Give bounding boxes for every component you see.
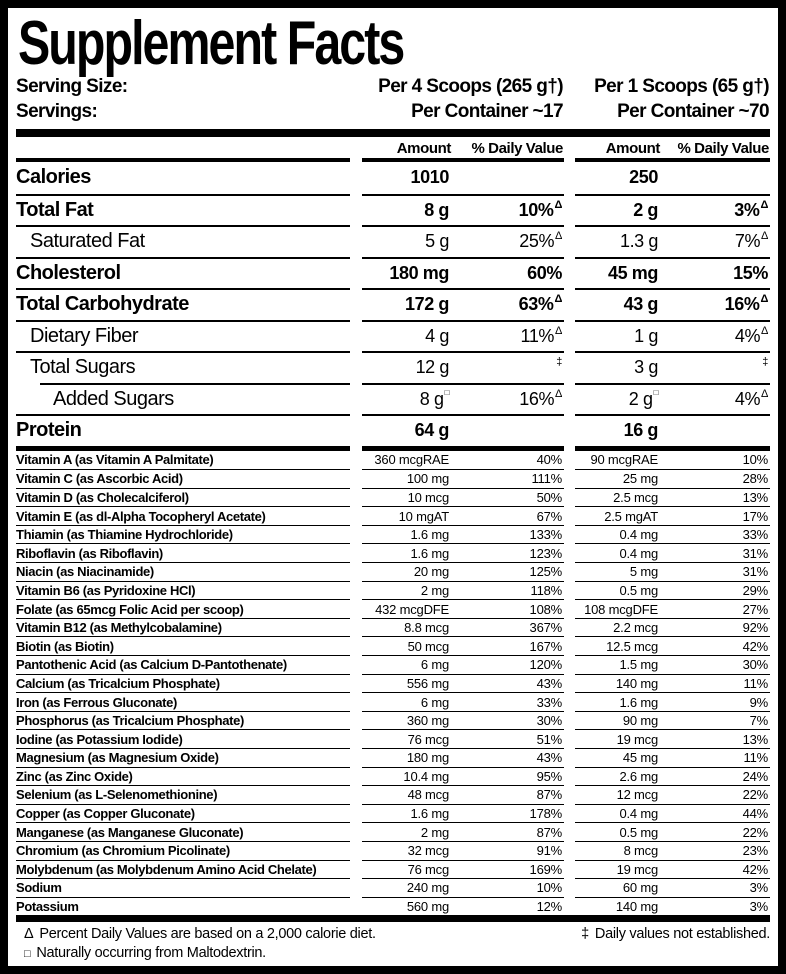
amount-col2: 0.4 mg <box>575 543 664 562</box>
amount-col2: 90 mcgRAE <box>590 452 658 468</box>
daily-value-symbol: Δ <box>761 324 768 337</box>
nutrient-name: Iodine (as Potassium Iodide) <box>16 729 350 748</box>
amount-col1: 32 mcg <box>362 841 455 860</box>
amount-col1: 8 g □ <box>362 383 455 415</box>
daily-value-col1: 51% <box>455 729 564 748</box>
row-saturated-fat <box>16 225 770 257</box>
amount-col1: 12 g <box>362 351 455 383</box>
daily-value-col2: 24% <box>664 767 770 786</box>
amount-col1: 48 mcg <box>362 785 455 804</box>
daily-value-col2: 4% Δ <box>664 320 770 352</box>
daily-value-symbol: Δ <box>554 198 562 211</box>
panel-title: Supplement Facts <box>18 9 404 78</box>
nutrient-name: Protein <box>16 414 350 446</box>
daily-value-col2: 44% <box>664 804 770 823</box>
nutrient-name: Selenium (as L-Selenomethionine) <box>16 785 350 804</box>
row-riboflavin-as-riboflavin <box>16 543 770 562</box>
row-vitamin-b6-as-pyridoxine-hcl <box>16 581 770 600</box>
daily-value-col2: 3% <box>664 897 770 916</box>
nutrient-name: Thiamin (as Thiamine Hydrochloride) <box>16 525 350 544</box>
square-symbol: □ <box>24 948 31 961</box>
daily-value-col1: 167% <box>455 636 564 655</box>
amount-col1: 100 mg <box>362 469 455 488</box>
daily-value-col2: 23% <box>664 841 770 860</box>
nutrient-name: Vitamin E (as dl-Alpha Tocopheryl Acetate) <box>16 506 350 525</box>
daily-value-col1 <box>455 351 564 383</box>
daily-value-col2: 13% <box>664 729 770 748</box>
amount-col1: 2 mg <box>362 822 455 841</box>
daily-value-col2: 7% <box>664 711 770 730</box>
daily-value-col1: 40% <box>536 452 562 468</box>
row-niacin-as-niacinamide <box>16 562 770 581</box>
daily-value-col2: 13% <box>664 488 770 507</box>
nutrient-name: Zinc (as Zinc Oxide) <box>16 767 350 786</box>
daily-value-header-col2: % Daily Value <box>677 140 769 157</box>
row-vitamin-c-as-ascorbic-acid <box>16 469 770 488</box>
amount-col2: 1.5 mg <box>575 655 664 674</box>
nutrient-name: Dietary Fiber <box>16 320 350 352</box>
nutrient-name: Total Fat <box>16 194 350 226</box>
daily-value-col2: 3% <box>664 878 770 897</box>
nutrient-name: Molybdenum (as Molybdenum Amino Acid Chelate) <box>16 860 350 879</box>
amount-col1: 10 mgAT <box>362 506 455 525</box>
nutrient-name: Vitamin A (as Vitamin A Palmitate) <box>16 452 214 468</box>
daily-value-symbol: Δ <box>555 387 562 400</box>
footer-thick-divider <box>16 915 770 922</box>
servings-col2: Per Container ~70 <box>617 100 769 122</box>
amount-col2: 19 mcg <box>575 860 664 879</box>
nutrient-name: Saturated Fat <box>16 225 350 257</box>
amount-col2: 12 mcg <box>575 785 664 804</box>
servings-row <box>16 99 770 124</box>
footnote-line-2 <box>24 944 770 964</box>
daily-value-col1: 120% <box>455 655 564 674</box>
amount-col2: 60 mg <box>575 878 664 897</box>
double-dagger-symbol: ‡ <box>581 926 589 943</box>
daily-value-symbol: Δ <box>761 387 768 400</box>
naturally-occurring-symbol: □ <box>653 388 658 398</box>
daily-value-col2: 17% <box>664 506 770 525</box>
nutrient-name: Vitamin D (as Cholecalciferol) <box>16 488 350 507</box>
row-calcium-as-tricalcium-phosphate <box>16 674 770 693</box>
row-magnesium-as-magnesium-oxide <box>16 748 770 767</box>
footnote-not-established: ‡ Daily values not established. <box>581 926 770 943</box>
amount-col1: 8.8 mcg <box>362 618 455 637</box>
daily-value-col2 <box>664 351 770 383</box>
daily-value-col2: 31% <box>664 562 770 581</box>
daily-value-col2: 3% Δ <box>664 194 770 226</box>
nutrient-name: Chromium (as Chromium Picolinate) <box>16 841 350 860</box>
amount-col2: 5 mg <box>575 562 664 581</box>
amount-col1: 76 mcg <box>362 860 455 879</box>
row-total-carbohydrate <box>16 288 770 320</box>
amount-col2: 2.6 mg <box>575 767 664 786</box>
servings-col1: Per Container ~17 <box>411 100 563 122</box>
daily-value-col1: 91% <box>455 841 564 860</box>
amount-col2: 1.3 g <box>575 225 664 257</box>
nutrient-name: Manganese (as Manganese Gluconate) <box>16 822 350 841</box>
daily-value-symbol: Δ <box>555 324 562 337</box>
amount-col1: 8 g <box>362 194 455 226</box>
amount-col2: 3 g <box>575 351 664 383</box>
daily-value-symbol: ‡ <box>762 356 768 369</box>
daily-value-col1: 33% <box>455 692 564 711</box>
amount-col1: 10.4 mg <box>362 767 455 786</box>
row-biotin-as-biotin <box>16 636 770 655</box>
daily-value-col1: 10% <box>455 878 564 897</box>
daily-value-col2: 9% <box>664 692 770 711</box>
amount-col2: 2 g <box>575 194 664 226</box>
column-headers-row <box>16 137 770 158</box>
row-iron-as-ferrous-gluconate <box>16 692 770 711</box>
nutrient-name: Calcium (as Tricalcium Phosphate) <box>16 674 350 693</box>
daily-value-col2: 29% <box>664 581 770 600</box>
daily-value-col1: 12% <box>455 897 564 916</box>
nutrient-name: Total Sugars <box>16 351 350 383</box>
daily-value-col1: 367% <box>455 618 564 637</box>
amount-col1: 5 g <box>362 225 455 257</box>
row-vitamin-b12-as-methylcobalamine <box>16 618 770 637</box>
row-cholesterol <box>16 257 770 289</box>
footnote-daily-values: Δ Percent Daily Values are based on a 2,000 calorie diet. <box>24 926 376 943</box>
daily-value-col1: 133% <box>455 525 564 544</box>
daily-value-symbol: Δ <box>761 230 768 243</box>
row-folate-as-65mcg-folic-acid-per-scoop <box>16 599 770 618</box>
row-vitamin-a-as-vitamin-a-palmitate <box>16 451 770 470</box>
amount-col1: 2 mg <box>362 581 455 600</box>
amount-col2: 2.5 mgAT <box>575 506 664 525</box>
nutrient-name: Calories <box>16 166 91 189</box>
amount-col2: 0.4 mg <box>575 804 664 823</box>
daily-value-col2: 11% <box>664 674 770 693</box>
nutrient-name: Sodium <box>16 878 350 897</box>
daily-value-col1: 87% <box>455 785 564 804</box>
row-manganese-as-manganese-gluconate <box>16 822 770 841</box>
amount-col2: 90 mg <box>575 711 664 730</box>
nutrient-name: Pantothenic Acid (as Calcium D-Pantothenate) <box>16 655 350 674</box>
amount-col2: 250 <box>629 167 658 188</box>
daily-value-col1 <box>455 162 564 194</box>
daily-value-col1: 25% Δ <box>455 225 564 257</box>
daily-value-col1: 87% <box>455 822 564 841</box>
nutrient-name: Iron (as Ferrous Gluconate) <box>16 692 350 711</box>
daily-value-col1: 125% <box>455 562 564 581</box>
daily-value-col1: 118% <box>455 581 564 600</box>
amount-col1: 432 mcgDFE <box>362 599 455 618</box>
row-pantothenic-acid-as-calcium-d-pantothenate <box>16 655 770 674</box>
amount-col1: 1.6 mg <box>362 525 455 544</box>
row-protein <box>16 414 770 446</box>
amount-col1: 180 mg <box>362 748 455 767</box>
row-zinc-as-zinc-oxide <box>16 767 770 786</box>
nutrient-name: Riboflavin (as Riboflavin) <box>16 543 350 562</box>
amount-col1: 4 g <box>362 320 455 352</box>
naturally-occurring-symbol: □ <box>444 388 449 398</box>
amount-col2: 43 g <box>575 288 664 320</box>
daily-value-col1: 63% Δ <box>455 288 564 320</box>
amount-col2: 0.4 mg <box>575 525 664 544</box>
daily-value-col2: 28% <box>664 469 770 488</box>
amount-col2: 2 g □ <box>575 383 664 415</box>
amount-col2: 45 mg <box>575 257 664 289</box>
amount-col2: 19 mcg <box>575 729 664 748</box>
row-selenium-as-l-selenomethionine <box>16 785 770 804</box>
amount-col1: 1.6 mg <box>362 543 455 562</box>
nutrient-name: Potassium <box>16 897 350 916</box>
nutrient-name: Cholesterol <box>16 257 350 289</box>
nutrient-name: Added Sugars <box>40 383 350 415</box>
amount-col1: 360 mcgRAE <box>374 452 449 468</box>
daily-value-header-col1: % Daily Value <box>471 140 563 157</box>
serving-size-col1: Per 4 Scoops (265 g†) <box>378 75 563 97</box>
daily-value-symbol: Δ <box>555 230 562 243</box>
amount-header-col1: Amount <box>396 140 451 157</box>
nutrient-name: Magnesium (as Magnesium Oxide) <box>16 748 350 767</box>
nutrient-name: Folate (as 65mcg Folic Acid per scoop) <box>16 599 350 618</box>
daily-value-col2: 7% Δ <box>664 225 770 257</box>
header-thick-divider <box>16 129 770 137</box>
daily-value-col2: 4% Δ <box>664 383 770 415</box>
amount-col2: 2.5 mcg <box>575 488 664 507</box>
daily-value-col2 <box>664 162 770 194</box>
row-vitamin-e-as-dl-alpha-tocopheryl-acetate <box>16 506 770 525</box>
daily-value-col1: 95% <box>455 767 564 786</box>
amount-col2: 0.5 mg <box>575 581 664 600</box>
footnote-line-1 <box>24 925 770 944</box>
amount-col2: 1 g <box>575 320 664 352</box>
nutrient-name: Biotin (as Biotin) <box>16 636 350 655</box>
daily-value-col1: 16% Δ <box>455 383 564 415</box>
daily-value-col1: 43% <box>455 674 564 693</box>
daily-value-col1: 60% <box>455 257 564 289</box>
amount-col1: 76 mcg <box>362 729 455 748</box>
amount-col2: 2.2 mcg <box>575 618 664 637</box>
daily-value-col2: 15% <box>664 257 770 289</box>
nutrient-name: Vitamin C (as Ascorbic Acid) <box>16 469 350 488</box>
amount-col2: 12.5 mcg <box>575 636 664 655</box>
row-total-sugars <box>16 351 770 383</box>
row-molybdenum-as-molybdenum-amino-acid-chelate <box>16 860 770 879</box>
macro-nutrients-section <box>16 162 770 446</box>
daily-value-col2: 42% <box>664 860 770 879</box>
amount-col1: 50 mcg <box>362 636 455 655</box>
row-vitamin-d-as-cholecalciferol <box>16 488 770 507</box>
daily-value-col2: 11% <box>664 748 770 767</box>
daily-value-col1: 111% <box>455 469 564 488</box>
nutrient-name: Phosphorus (as Tricalcium Phosphate) <box>16 711 350 730</box>
amount-col1: 1.6 mg <box>362 804 455 823</box>
daily-value-col1: 178% <box>455 804 564 823</box>
amount-col1: 6 mg <box>362 655 455 674</box>
footnote-naturally-occurring: □ Naturally occurring from Maltodextrin. <box>24 945 266 962</box>
amount-col2: 16 g <box>575 414 664 446</box>
amount-col1: 560 mg <box>362 897 455 916</box>
amount-header-col2: Amount <box>605 140 660 157</box>
amount-col1: 240 mg <box>362 878 455 897</box>
nutrient-name: Copper (as Copper Gluconate) <box>16 804 350 823</box>
amount-col1: 360 mg <box>362 711 455 730</box>
servings-label: Servings: <box>16 100 98 122</box>
daily-value-col1: 10% Δ <box>455 194 564 226</box>
amount-col1: 20 mg <box>362 562 455 581</box>
row-chromium-as-chromium-picolinate <box>16 841 770 860</box>
daily-value-col1: 11% Δ <box>455 320 564 352</box>
row-total-fat <box>16 194 770 226</box>
amount-col2: 45 mg <box>575 748 664 767</box>
daily-value-col2: 27% <box>664 599 770 618</box>
row-copper-as-copper-gluconate <box>16 804 770 823</box>
daily-value-col2: 22% <box>664 822 770 841</box>
vitamins-minerals-section <box>16 451 770 916</box>
daily-value-col2: 33% <box>664 525 770 544</box>
footnotes <box>16 925 770 964</box>
row-iodine-as-potassium-iodide <box>16 729 770 748</box>
row-sodium <box>16 878 770 897</box>
serving-size-label: Serving Size: <box>16 75 128 97</box>
amount-col2: 140 mg <box>575 674 664 693</box>
triangle-symbol: Δ <box>24 926 34 943</box>
amount-col2: 140 mg <box>575 897 664 916</box>
amount-col1: 64 g <box>362 414 455 446</box>
daily-value-col2: 92% <box>664 618 770 637</box>
daily-value-col1: 50% <box>455 488 564 507</box>
amount-col1: 172 g <box>362 288 455 320</box>
daily-value-col2: 42% <box>664 636 770 655</box>
row-thiamin-as-thiamine-hydrochloride <box>16 525 770 544</box>
amount-col2: 25 mg <box>575 469 664 488</box>
daily-value-col1: 67% <box>455 506 564 525</box>
daily-value-symbol: Δ <box>760 198 768 211</box>
daily-value-col1: 30% <box>455 711 564 730</box>
amount-col1: 6 mg <box>362 692 455 711</box>
daily-value-symbol: Δ <box>760 293 768 306</box>
daily-value-symbol: Δ <box>554 293 562 306</box>
amount-col2: 0.5 mg <box>575 822 664 841</box>
amount-col1: 180 mg <box>362 257 455 289</box>
amount-col1: 10 mcg <box>362 488 455 507</box>
daily-value-col2: 31% <box>664 543 770 562</box>
amount-col2: 8 mcg <box>575 841 664 860</box>
daily-value-col1 <box>455 414 564 446</box>
nutrient-name: Niacin (as Niacinamide) <box>16 562 350 581</box>
daily-value-col2: 30% <box>664 655 770 674</box>
row-dietary-fiber <box>16 320 770 352</box>
nutrient-name: Vitamin B12 (as Methylcobalamine) <box>16 618 350 637</box>
amount-col1: 1010 <box>410 167 449 188</box>
daily-value-col2: 22% <box>664 785 770 804</box>
daily-value-col1: 123% <box>455 543 564 562</box>
amount-col1: 556 mg <box>362 674 455 693</box>
serving-size-col2: Per 1 Scoops (65 g†) <box>594 75 769 97</box>
daily-value-symbol: ‡ <box>556 356 562 369</box>
nutrient-name: Total Carbohydrate <box>16 288 350 320</box>
daily-value-col1: 108% <box>455 599 564 618</box>
row-calories <box>16 162 770 194</box>
nutrient-name: Vitamin B6 (as Pyridoxine HCl) <box>16 581 350 600</box>
daily-value-col2 <box>664 414 770 446</box>
row-phosphorus-as-tricalcium-phosphate <box>16 711 770 730</box>
daily-value-col1: 169% <box>455 860 564 879</box>
daily-value-col2: 16% Δ <box>664 288 770 320</box>
daily-value-col2: 10% <box>742 452 768 468</box>
amount-col2: 108 mcgDFE <box>575 599 664 618</box>
daily-value-col1: 43% <box>455 748 564 767</box>
amount-col2: 1.6 mg <box>575 692 664 711</box>
row-potassium <box>16 897 770 916</box>
row-added-sugars <box>16 383 770 415</box>
